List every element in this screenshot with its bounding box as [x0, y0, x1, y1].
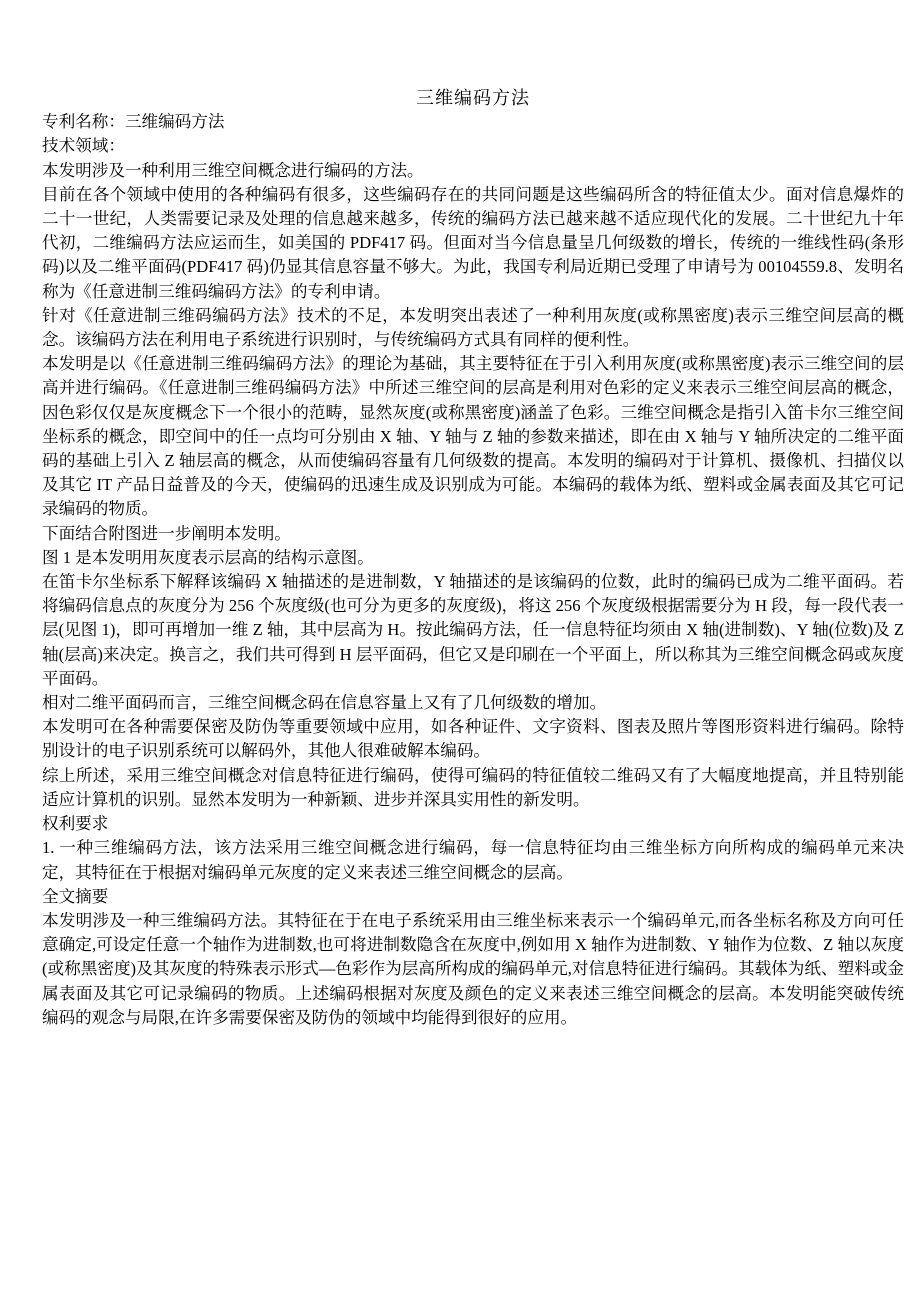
paragraph-conclusion: 综上所述，采用三维空间概念对信息特征进行编码，使得可编码的特征值较二维码又有了大幅度地提高，并且特别能适应计算机的识别。显然本发明为一种新颖、进步并深具实用性的新发明。: [42, 765, 904, 809]
paragraph-improvement: 针对《任意进制三维码编码方法》技术的不足，本发明突出表述了一种利用灰度(或称黑密度)表示三维空间层高的概念。该编码方法在利用电子系统进行识别时，与传统编码方式具有同样的便利性。: [42, 305, 904, 350]
paragraph-figures-intro: 下面结合附图进一步阐明本发明。: [42, 523, 291, 543]
claims-heading: 权利要求: [42, 814, 109, 834]
paragraph-theory-basis: 本发明是以《任意进制三维码编码方法》的理论为基础，其主要特征在于引入利用灰度(或称黑密度)表示三维空间的层高并进行编码。《任意进制三维码编码方法》中所述三维空间的层高是利用对色彩的定义来表示三维空间层高的概念，因色彩仅仅是灰度概念下一个很小的范畴，显然灰度(或称黑密度)涵盖了色彩。三维空间概念是指引入笛卡尔三维空间坐标系的概念，即空间中的任一点均可分别由 X 轴、Y 轴与 Z 轴的参数来描述，即在由 X 轴与 Y 轴所决定的二维平面码的基础上引入 Z 轴层高的概念，从而使编码容量有几何级数的提高。本发明的编码对于计算机、摄像机、扫描仪以及其它 IT 产品日益普及的今天，使编码的迅速生成及识别成为可能。本编码的载体为纸、塑料或金属表面及其它可记录编码的物质。: [42, 354, 904, 519]
paragraph-applications: 本发明可在各种需要保密及防伪等重要领域中应用，如各种证件、文字资料、图表及照片等图形资料进行编码。除特别设计的电子识别系统可以解码外，其他人很难破解本编码。: [42, 717, 904, 761]
document-title: 三维编码方法: [416, 88, 530, 108]
patent-name-line: 专利名称：三维编码方法: [42, 112, 225, 132]
paragraph-invention-summary: 本发明涉及一种利用三维空间概念进行编码的方法。: [42, 160, 424, 180]
abstract-text: 本发明涉及一种三维编码方法。其特征在于在电子系统采用由三维坐标来表示一个编码单元,而各坐标名称及方向可任意确定,可设定任意一个轴作为进制数,也可将进制数隐含在灰度中,例如用 X 轴作为进制数、Y 轴作为位数、Z 轴以灰度(或称黑密度)及其灰度的特殊表示形式—色彩作为层高所构成的编码单元,对信息特征进行编码。其载体为纸、塑料或金属表面及其它可记录编码的物质。上述编码根据对灰度及颜色的定义来表述三维空间概念的层高。本发明能突破传统编码的观念与局限,在许多需要保密及防伪的领域中均能得到很好的应用。: [42, 910, 904, 1027]
paragraph-encoding-explanation: 在笛卡尔坐标系下解释该编码 X 轴描述的是进制数，Y 轴描述的是该编码的位数，此时的编码已成为二维平面码。若将编码信息点的灰度分为 256 个灰度级(也可分为更多的灰度级)，将这 256 个灰度级根据需要分为 H 段，每一段代表一层(见图 1)，即可再增加一维 Z 轴，其中层高为 H。按此编码方法，任一信息特征均须由 X 轴(进制数)、Y 轴(位数)及 Z 轴(层高)来决定。换言之，我们共可得到 H 层平面码，但它又是印刷在一个平面上，所以称其为三维空间概念码或灰度平面码。: [42, 572, 904, 688]
paragraph-background: 目前在各个领域中使用的各种编码有很多，这些编码存在的共同问题是这些编码所含的特征值太少。面对信息爆炸的二十一世纪，人类需要记录及处理的信息越来越多，传统的编码方法已越来越不适应现代化的发展。二十世纪九十年代初，二维编码方法应运而生，如美国的 PDF417 码。但面对当今信息量呈几何级数的增长，传统的一维线性码(条形码)以及二维平面码(PDF417 码)仍显其信息容量不够大。为此，我国专利局近期已受理了申请号为 00104559.8、发明名称为《任意进制三维码编码方法》的专利申请。: [42, 184, 904, 301]
claim-1: 1. 一种三维编码方法，该方法采用三维空间概念进行编码，每一信息特征均由三维坐标方向所构成的编码单元来决定，其特征在于根据对编码单元灰度的定义来表述三维空间概念的层高。: [42, 838, 904, 882]
abstract-heading: 全文摘要: [42, 886, 109, 906]
technical-field-heading: 技术领域：: [42, 136, 125, 156]
paragraph-figure1-caption: 图 1 是本发明用灰度表示层高的结构示意图。: [42, 547, 374, 567]
paragraph-capacity-increase: 相对二维平面码而言，三维空间概念码在信息容量上又有了几何级数的增加。: [42, 693, 607, 713]
